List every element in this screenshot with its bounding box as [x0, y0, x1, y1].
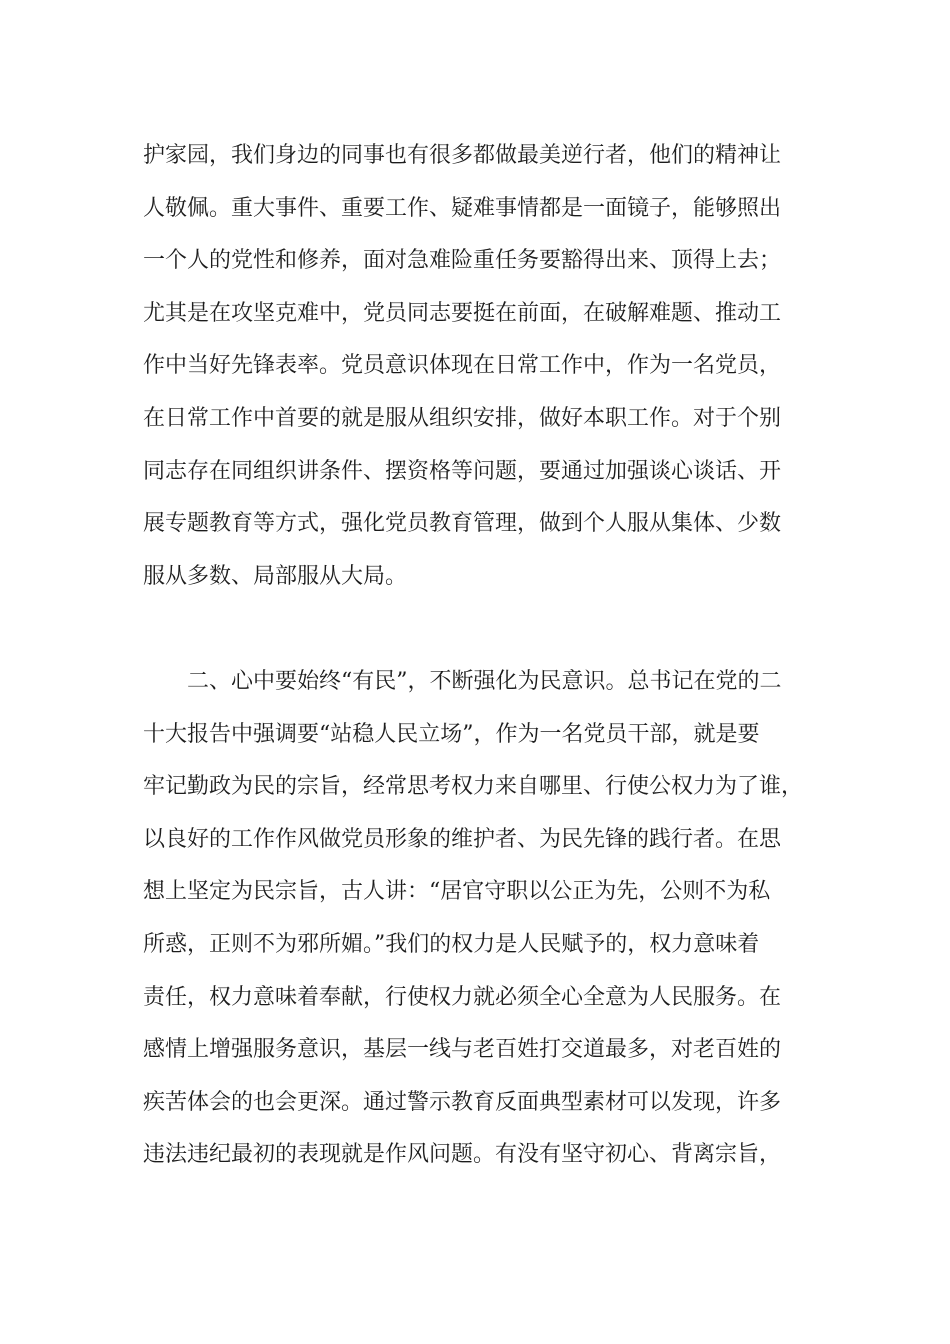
text-line: 一个人的党性和修养，面对急难险重任务要豁得出来、顶得上去；	[143, 248, 782, 274]
paragraph-gap	[143, 603, 823, 656]
text-line: 人敬佩。重大事件、重要工作、疑难事情都是一面镜子，能够照出	[143, 195, 782, 221]
text-line: 责任，权力意味着奉献，行使权力就必须全心全意为人民服务。在	[143, 984, 782, 1010]
text-line: 想上坚定为民宗旨，古人讲：“居官守职以公正为先，公则不为私	[143, 879, 771, 905]
text-line: 服从多数、局部服从大局。	[143, 563, 408, 589]
text-line: 以良好的工作作风做党员形象的维护者、为民先锋的践行者。在思	[143, 826, 782, 852]
text-line: 疾苦体会的也会更深。通过警示教育反面典型素材可以发现，许多	[143, 1089, 782, 1115]
text-line: 作中当好先锋表率。党员意识体现在日常工作中，作为一名党员，	[143, 353, 782, 379]
body-text	[143, 130, 823, 1182]
text-line: 尤其是在攻坚克难中，党员同志要挺在前面，在破解难题、推动工	[143, 300, 782, 326]
text-line: 同志存在同组织讲条件、摆资格等问题，要通过加强谈心谈话、开	[143, 458, 782, 484]
text-line: 感情上增强服务意识，基层一线与老百姓打交道最多，对老百姓的	[143, 1037, 782, 1063]
text-line: 十大报告中强调要“站稳人民立场”，作为一名党员干部，就是要	[143, 721, 760, 747]
text-line: 展专题教育等方式，强化党员教育管理，做到个人服从集体、少数	[143, 511, 782, 537]
text-line: 护家园，我们身边的同事也有很多都做最美逆行者，他们的精神让	[143, 143, 782, 168]
section-heading-line: 二、心中要始终“有民”，不断强化为民意识。总书记在党的二	[143, 668, 782, 694]
text-line: 在日常工作中首要的就是服从组织安排，做好本职工作。对于个别	[143, 405, 782, 431]
text-line: 牢记勤政为民的宗旨，经常思考权力来自哪里、行使公权力为了谁，	[143, 774, 804, 800]
text-line: 所惑，正则不为邪所媚。”我们的权力是人民赋予的，权力意味着	[143, 931, 760, 957]
text-line: 违法违纪最初的表现就是作风问题。有没有坚守初心、背离宗旨，	[143, 1142, 782, 1168]
